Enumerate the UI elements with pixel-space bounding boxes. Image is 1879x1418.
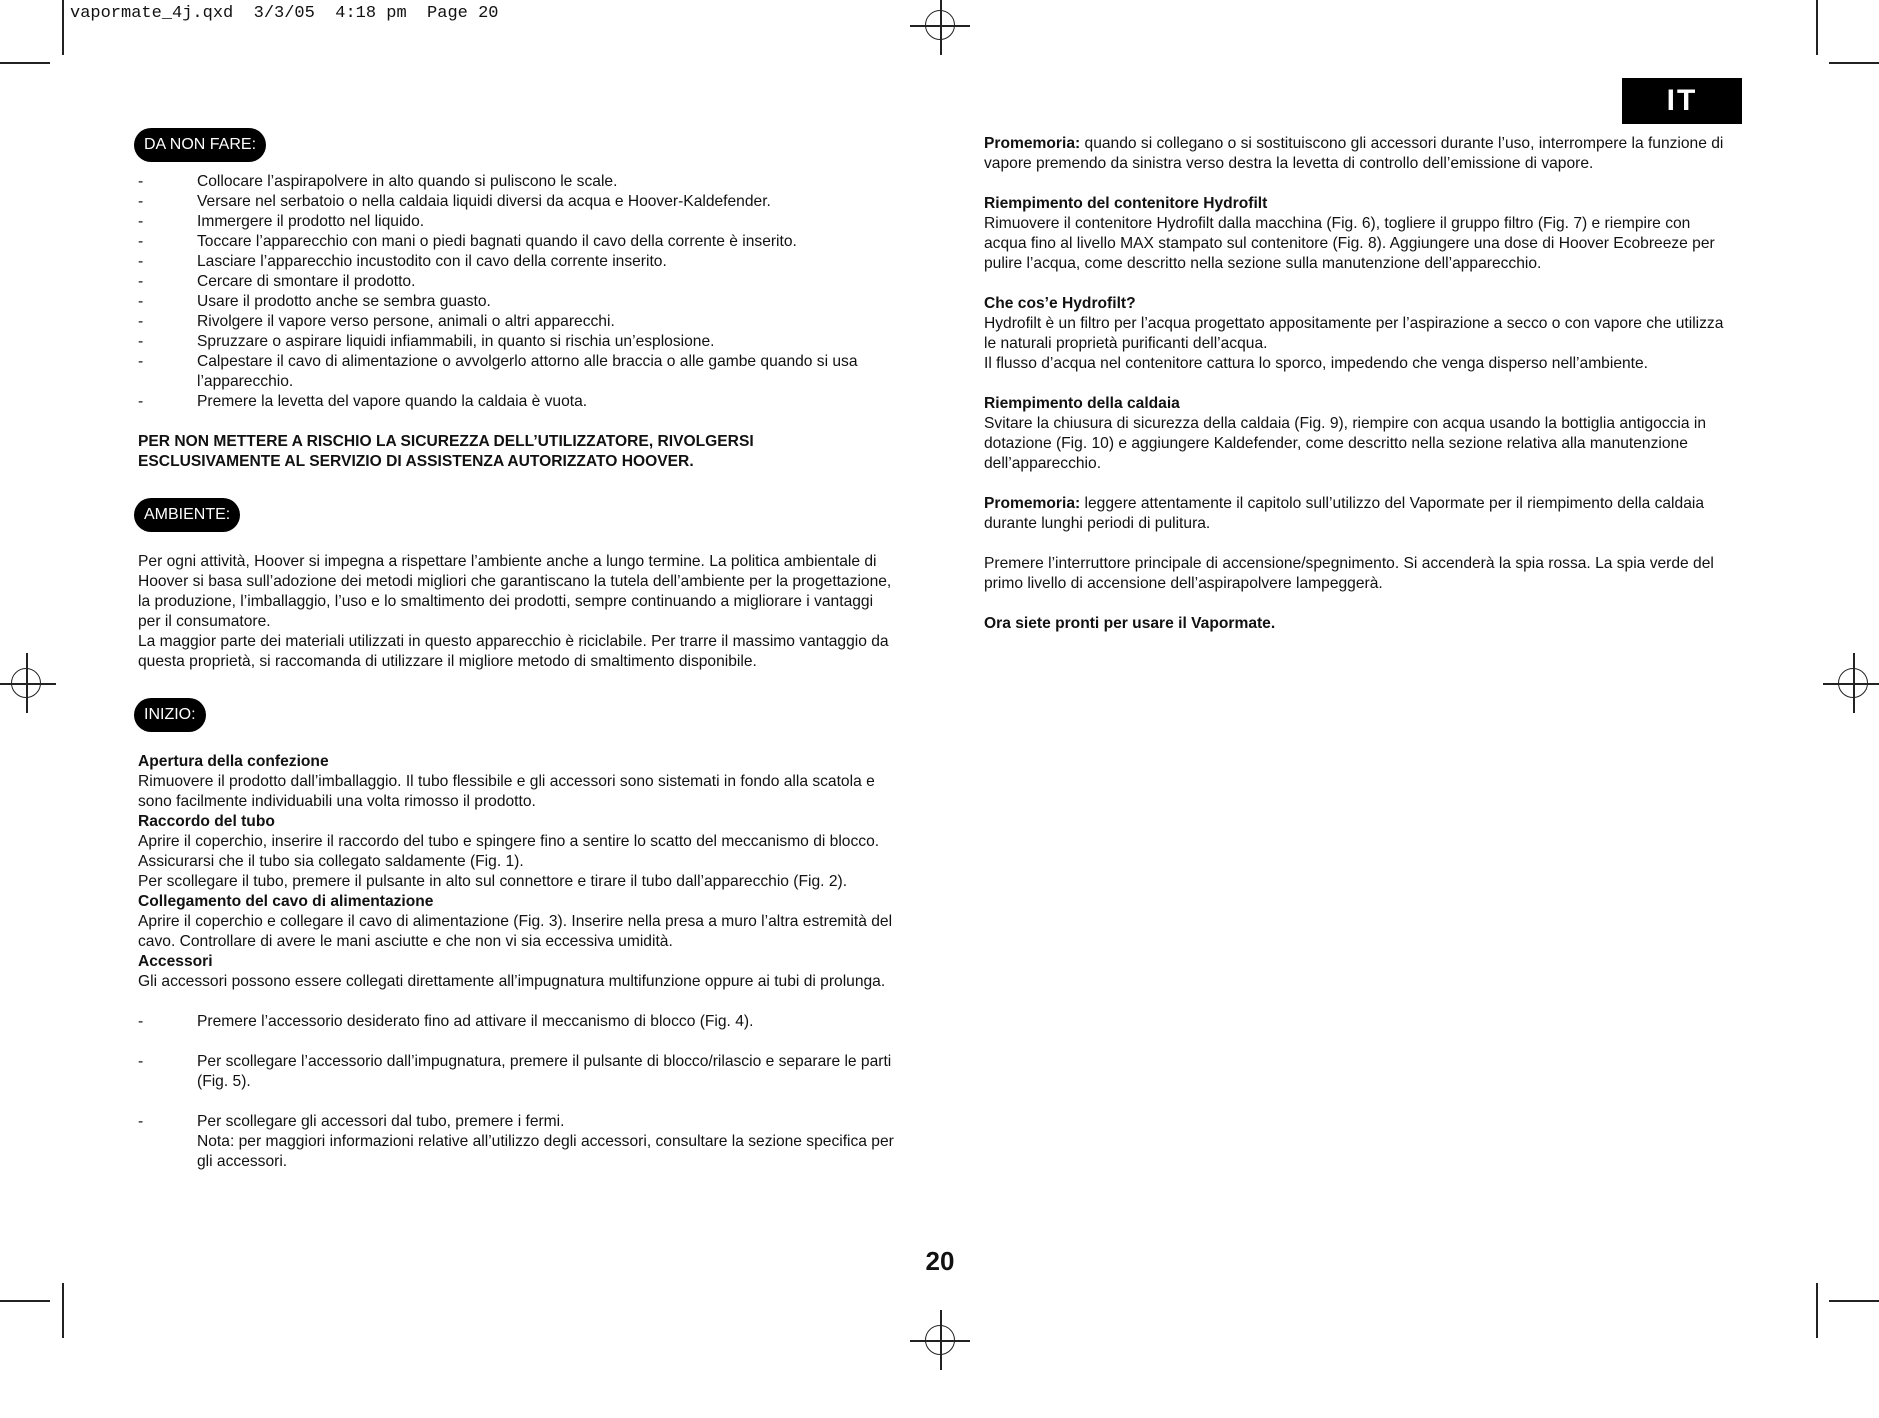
environment-paragraph: La maggior parte dei materiali utilizzati in questo apparecchio è riciclabile. Per trarre il massimo vantaggio da questa proprietà, si raccomanda di utilizzare il migliore metodo di smaltimento disponibile. [138,633,889,670]
list-item: - Lasciare l’apparecchio incustodito con il cavo della corrente inserito. [138,253,667,270]
boiler-fill-heading: Riempimento della caldaia [984,395,1180,412]
left-column [138,128,898,1192]
crop-mark-top-right-v [1816,0,1818,55]
registration-mark-top [910,0,970,55]
environment-section-pill: AMBIENTE: [134,498,240,532]
cable-heading: Collegamento del cavo di alimentazione [138,893,434,910]
list-item: - Usare il prodotto anche se sembra guasto. [138,293,491,310]
crop-mark-top-left-h [0,62,50,64]
power-switch-text: Premere l’interruttore principale di accensione/spegnimento. Si accenderà la spia rossa. La spia verde del primo livello di accensione dell’aspirapolvere lampeggerà. [984,555,1714,592]
list-item: - Per scollegare gli accessori dal tubo, premere i fermi. Nota: per maggiori informazioni relative all’utilizzo degli accessori, consultare la sezione specifica per gli accessori. [138,1113,894,1170]
list-item: - Toccare l’apparecchio con mani o piedi bagnati quando il cavo della corrente è inserito. [138,233,797,250]
crop-mark-bottom-left-v [62,1283,64,1338]
reminder-paragraph: Promemoria: leggere attentamente il capitolo sull’utilizzo del Vapormate per il riempimento della caldaia durante lunghi periodi di pulitura. [984,495,1704,532]
hydrofilt-fill-text: Rimuovere il contenitore Hydrofilt dalla macchina (Fig. 6), togliere il gruppo filtro (Fig. 7) e riempire con acqua fino al livello MAX stampato sul contenitore (Fig. 8). Aggiungere una dose di Hoover Ecobreeze per pulire l’acqua, come descritto nella sezione sulla manutenzione dell’apparecchio. [984,215,1715,272]
registration-mark-left [0,653,56,713]
crop-mark-bottom-right-v [1816,1283,1818,1338]
list-item: - Per scollegare l’accessorio dall’impugnatura, premere il pulsante di blocco/rilascio e separare le parti (Fig. 5). [138,1053,892,1090]
ready-text: Ora siete pronti per usare il Vapormate. [984,615,1276,632]
hydrofilt-what-heading: Che cos’e Hydrofilt? [984,295,1136,312]
print-slug: vapormate_4j.qxd 3/3/05 4:18 pm Page 20 [70,4,499,23]
list-item: - Collocare l’aspirapolvere in alto quando si puliscono le scale. [138,173,618,190]
hose-text: Aprire il coperchio, inserire il raccordo del tubo e spingere fino a sentire lo scatto del meccanismo di blocco. Assicurarsi che il tubo sia collegato saldamente (Fig. 1). [138,833,880,870]
crop-mark-bottom-left-h [0,1300,50,1302]
page-number: 20 [925,1246,955,1276]
accessories-note: Nota: per maggiori informazioni relative all’utilizzo degli accessori, consultare la sezione specifica per gli accessori. [197,1133,894,1170]
registration-mark-right [1823,653,1879,713]
accessories-heading: Accessori [138,953,213,970]
start-section-pill: INIZIO: [134,698,206,732]
list-item: - Premere l’accessorio desiderato fino ad attivare il meccanismo di blocco (Fig. 4). [138,1013,754,1030]
list-item: - Premere la levetta del vapore quando la caldaia è vuota. [138,393,588,410]
list-item: - Cercare di smontare il prodotto. [138,273,416,290]
hydrofilt-fill-heading: Riempimento del contenitore Hydrofilt [984,195,1268,212]
unpacking-text: Rimuovere il prodotto dall’imballaggio. Il tubo flessibile e gli accessori sono sistemati in fondo alla scatola e sono facilmente individuabili una volta rimosso il prodotto. [138,773,875,810]
hose-heading: Raccordo del tubo [138,813,275,830]
hydrofilt-what-text: Il flusso d’acqua nel contenitore cattura lo sporco, impedendo che venga disperso nell’ambiente. [984,355,1649,372]
crop-mark-top-left-v [62,0,64,55]
hose-text: Per scollegare il tubo, premere il pulsante in alto sul connettore e tirare il tubo dall’apparecchio (Fig. 2). [138,873,848,890]
environment-paragraph: Per ogni attività, Hoover si impegna a rispettare l’ambiente anche a lungo termine. La politica ambientale di Hoover si basa sull’adozione dei metodi migliori che garantiscano la tutela dell’ambiente per la progettazione, la produzione, l’imballaggio, l’uso e lo smaltimento dei prodotti, sempre continuando a migliorare i vantaggi per il consumatore. [138,553,892,630]
reminder-paragraph: Promemoria: quando si collegano o si sostituiscono gli accessori durante l’uso, interrompere la funzione di vapore premendo da sinistra verso destra la levetta di controllo dell’emissione di vapore. [984,135,1724,172]
language-tab: IT [1622,78,1742,124]
right-column [984,134,1736,634]
unpacking-heading: Apertura della confezione [138,753,329,770]
list-item: - Versare nel serbatoio o nella caldaia liquidi diversi da acqua e Hoover-Kaldefender. [138,193,771,210]
list-item: - Calpestare il cavo di alimentazione o avvolgerlo attorno alle braccia o alle gambe quando si usa l’apparecchio. [138,353,858,390]
accessories-text: Gli accessori possono essere collegati direttamente all’impugnatura multifunzione oppure ai tubi di prolunga. [138,973,886,990]
boiler-fill-text: Svitare la chiusura di sicurezza della caldaia (Fig. 9), riempire con acqua usando la bottiglia antigoccia in dotazione (Fig. 10) e aggiungere Kaldefender, come descritto nella sezione relativa alla manutenzione dell’apparecchio. [984,415,1707,472]
crop-mark-top-right-h [1829,62,1879,64]
dont-list [138,172,898,412]
list-item: - Rivolgere il vapore verso persone, animali o altri apparecchi. [138,313,615,330]
list-item: - Spruzzare o aspirare liquidi infiammabili, in quanto si rischia un’esplosione. [138,333,715,350]
list-item: - Immergere il prodotto nel liquido. [138,213,425,230]
accessories-list [138,1012,898,1172]
registration-mark-bottom [910,1310,970,1370]
safety-warning: PER NON METTERE A RISCHIO LA SICUREZZA DELL’UTILIZZATORE, RIVOLGERSI ESCLUSIVAMENTE AL SERVIZIO DI ASSISTENZA AUTORIZZATO HOOVER. [138,433,754,470]
hydrofilt-what-text: Hydrofilt è un filtro per l’acqua progettato appositamente per l’aspirazione a secco o con vapore che utilizza le naturali proprietà purificanti dell’acqua. [984,315,1724,352]
dont-section-pill: DA NON FARE: [134,128,266,162]
cable-text: Aprire il coperchio e collegare il cavo di alimentazione (Fig. 3). Inserire nella presa a muro l’altra estremità del cavo. Controllare di avere le mani asciutte e che non vi sia eccessiva umidità. [138,913,893,950]
crop-mark-bottom-right-h [1829,1300,1879,1302]
